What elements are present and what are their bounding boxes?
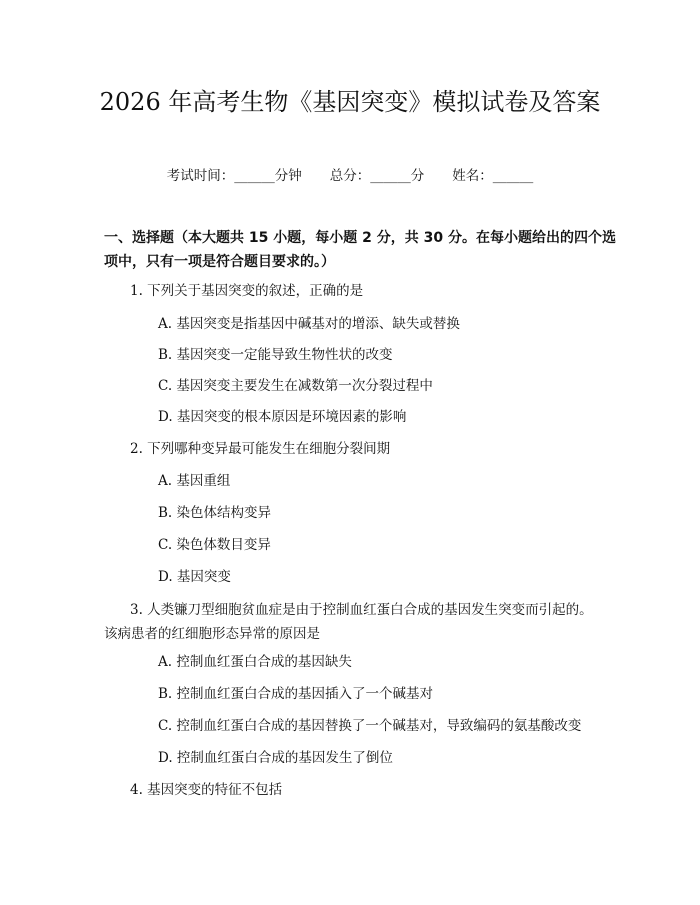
- question-1-option-c: C. 基因突变主要发生在减数第一次分裂过程中: [158, 378, 433, 394]
- question-1-option-a: A. 基因突变是指基因中碱基对的增添、缺失或替换: [158, 316, 460, 332]
- question-2-option-d: D. 基因突变: [158, 569, 231, 585]
- question-3-option-c: C. 控制血红蛋白合成的基因替换了一个碱基对，导致编码的氨基酸改变: [158, 718, 582, 734]
- student-name: 姓名：______: [452, 168, 534, 184]
- question-2-option-b: B. 染色体结构变异: [158, 505, 272, 521]
- question-3-option-a: A. 控制血红蛋白合成的基因缺失: [158, 654, 352, 670]
- page-title: 2026 年高考生物《基因突变》模拟试卷及答案: [99, 88, 601, 116]
- section-heading: 一、选择题（本大题共 15 小题，每小题 2 分，共 30 分。在每小题给出的四个选项中，只有一项是符合题目要求的。）: [104, 230, 616, 270]
- exam-total-score: 总分：______分: [329, 168, 425, 184]
- question-4-stem: 4. 基因突变的特征不包括: [130, 782, 283, 798]
- question-2-option-a: A. 基因重组: [158, 473, 231, 489]
- question-1-option-b: B. 基因突变一定能导致生物性状的改变: [158, 347, 393, 363]
- question-3-option-b: B. 控制血红蛋白合成的基因插入了一个碱基对: [158, 686, 434, 702]
- question-2-stem: 2. 下列哪种变异最可能发生在细胞分裂间期: [130, 441, 391, 457]
- question-3-option-d: D. 控制血红蛋白合成的基因发生了倒位: [158, 750, 393, 766]
- exam-info-line: [0, 166, 700, 186]
- question-2-option-c: C. 染色体数目变异: [158, 537, 271, 553]
- exam-time: 考试时间：______分钟: [166, 168, 302, 184]
- question-1-stem: 1. 下列关于基因突变的叙述，正确的是: [130, 283, 364, 299]
- question-1-option-d: D. 基因突变的根本原因是环境因素的影响: [158, 409, 407, 425]
- question-3-stem: 3. 人类镰刀型细胞贫血症是由于控制血红蛋白合成的基因发生突变而引起的。该病患者的红细胞形态异常的原因是: [104, 602, 593, 642]
